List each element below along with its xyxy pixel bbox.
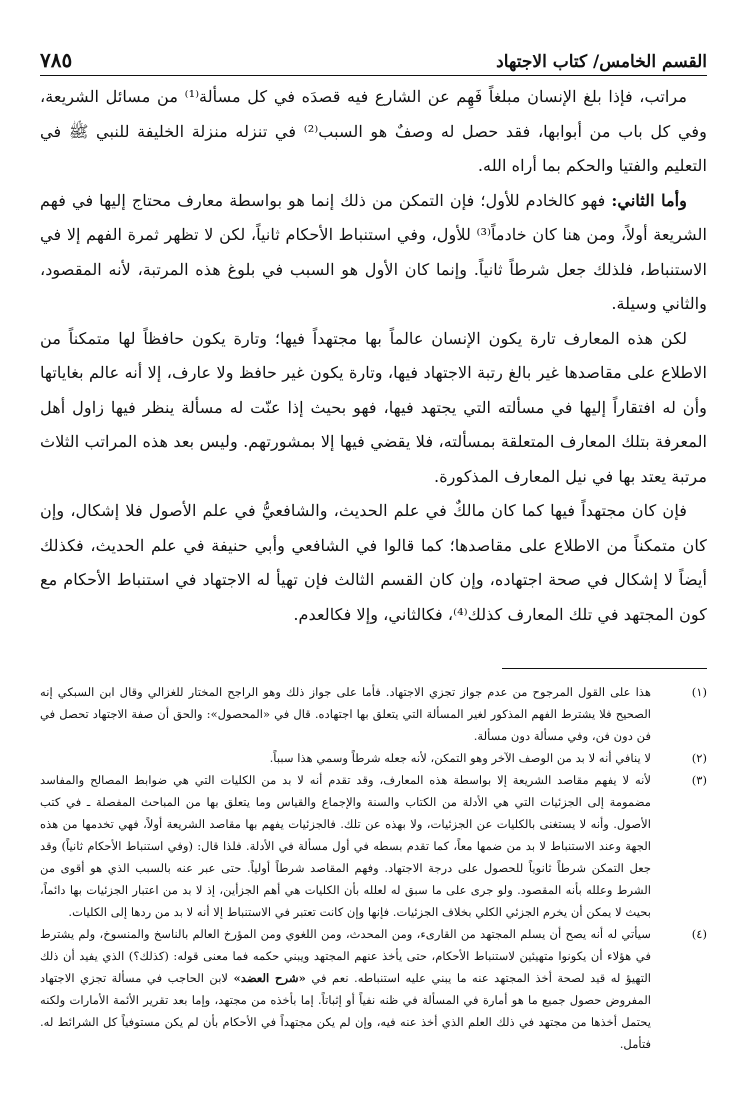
footnote-separator xyxy=(502,668,707,669)
paragraph-2-text: فهو كالخادم للأول؛ فإن التمكن من ذلك إنما هو بواسطة معارف محتاج إليها في فهم الشريعة أولاً، ومن هنا كان خادماً⁽³⁾ للأول، وفي استنباط الأحكام ثانياً، لكن لا تظهر ثمرة الفهم إلا في الاستنباط، فلذلك جعل شرطاً ثانياً. وإنما كان الأول هو السبب في بلوغ هذه المرتبة، لأنه المقصود، والثاني وسيلة. xyxy=(40,190,707,313)
paragraph-2 xyxy=(40,184,707,322)
book-title: «شرح العضد» xyxy=(233,971,306,985)
footnote xyxy=(40,769,707,923)
footnote-number: (٤) xyxy=(691,927,707,941)
paragraph-2-lead: وأما الثاني: xyxy=(611,190,687,210)
footnote xyxy=(40,681,707,747)
footnote-number: (١) xyxy=(691,685,707,699)
chapter-title: القسم الخامس/ كتاب الاجتهاد xyxy=(496,52,707,72)
paragraph-3: لكن هذه المعارف تارة يكون الإنسان عالماً بها مجتهداً فيها؛ وتارة يكون حافظاً لها متمكناً من الاطلاع على مقاصدها غير بالغ رتبة الاجتهاد فيها، وتارة يكون غير حافظ ولا عارف، إلا أنه عالم بغاياتها وأن له افتقاراً إليها في مسألته التي يجتهد فيها، فهو بحيث إذا عنّت له مسألة ينظر فيها زاول أهل المعرفة بتلك المعارف المتعلقة بمسألته، فلا يقضي فيها إلا بمشورتهم. وليس بعد هذه المراتب الثلاث مرتبة يعتد بها في نيل المعارف المذكورة. xyxy=(40,328,707,486)
running-header xyxy=(40,48,707,76)
footnote-number: (٣) xyxy=(691,773,707,787)
footnote-text: لا ينافي أنه لا بد من الوصف الآخر وهو التمكن، لأنه جعله شرطاً وسمي هذا سبباً. xyxy=(269,751,651,765)
footnote-number: (٢) xyxy=(691,751,707,765)
paragraph-1: مراتب، فإذا بلغ الإنسان مبلغاً فَهِم عن الشارع فيه قصدَه في كل مسألة⁽¹⁾ من مسائل الشريعة، وفي كل باب من أبوابها، فقد حصل له وصفٌ هو السبب⁽²⁾ في تنزله منزلة الخليفة للنبي ﷺ في التعليم والفتيا والحكم بما أراه الله. xyxy=(40,87,707,175)
footnote-text-part: لابن الحاجب في مسألة تجزي الاجتهاد المفروض حصول جميع ما هو أمارة في المسألة في ظنه نفياً أو إثباتاً. إما بأخذه من مجتهد، وإما بعد تقرير الأئمة الأمارات ولكنه يحتمل أخذها من مجتهد في ذلك العلم الذي أخذ عنه فيه، وإن لم يكن مجتهداً في الأحكام بأن لم يكن مستوفياً كل الشرائط له. فتأمل. xyxy=(40,971,651,1051)
footnotes xyxy=(40,681,707,1055)
footnote-text: هذا على القول المرجوح من عدم جواز تجزي الاجتهاد. فأما على جواز ذلك وهو الراجح المختار للغزالي وقال ابن السبكي إنه الصحيح فلا يشترط الفهم المذكور لغير المسألة التي يتعلق بها اجتهاده. قال في «المحصول»: والحق أن صفة الاجتهاد تحصل في فن دون فن، وفي مسألة دون مسألة. xyxy=(40,685,651,743)
footnote-text: لأنه لا يفهم مقاصد الشريعة إلا بواسطة هذه المعارف، وقد تقدم أنه لا بد من الكليات التي هي ضوابط المصالح والمفاسد مضمومة إلى الجزئيات التي هي الأدلة من الكتاب والسنة والإجماع والقياس وما يتعلق بها من المباحث المفصلة ـ في كتب الأصول. وأنه لا يستغنى بالكليات عن الجزئيات، ولا بهذه عن تلك. فالجزئيات يفهم بها مقاصد الشريعة أولاً، فهي تخدمها من هذه الجهة وعند الاستنباط لا بد من ضمها معاً، كما تقدم بسطه في أول مسألة في الأدلة. فلذا قال: (وفي استنباط الأحكام ثانياً) وقد جعل التمكن شرطاً ثانوياً للحصول على درجة الاجتهاد. وفهم المقاصد شرطاً أولياً. حتى عبر عنه بالسبب الذي هو أقوى من الشرط وعلله بأنه المقصود. ولو جرى على ما سبق له لعلله بأن الكليات هي أهم الجزأين، إذ لا بد من اعتبار الجزئيات بها دائماً، بحيث لا يمكن أن يخرم الجزئي الكلي بخلاف الجزئيات. فإنها وإن كانت تعتبر في الاستنباط إلا أنه لا بد من ردها إلى الكليات. xyxy=(40,773,651,919)
footnote xyxy=(40,923,707,1055)
paragraph-4: فإن كان مجتهداً فيها كما كان مالكٌ في علم الحديث، والشافعيُّ في علم الأصول فلا إشكال، وإن كان متمكناً من الاطلاع على مقاصدها؛ كما قالوا في الشافعي وأبي حنيفة في علم الحديث، فكذلك أيضاً لا إشكال في صحة اجتهاده، وإن كان القسم الثالث فإن تهيأ له الاجتهاد في استنباط الأحكام مع كون المجتهد في تلك المعارف كذلك⁽⁴⁾، فكالثاني، وإلا فكالعدم. xyxy=(40,501,707,624)
footnote xyxy=(40,747,707,769)
footnote-text xyxy=(40,923,651,1055)
page-number: ٧٨٥ xyxy=(40,48,73,72)
footnote-text-part: سيأتي له أنه يصح أن يسلم المجتهد من القارىء، ومن المحدث، ومن اللغوي ومن المؤرخ العالم بالناسخ والمنسوخ، ولم يشترط في هؤلاء أن يكونوا متهيئين لاستنباط الأحكام، حتى يأخذ عنهم المجتهد ويبني حكمه فما معنى قوله: (كذلك؟) الذي يفيد أن ذلك التهيؤ له قيد لصحة أخذ المجتهد عنه ما يبني عليه استنباطه. نعم في xyxy=(40,927,651,985)
main-text xyxy=(40,80,707,632)
